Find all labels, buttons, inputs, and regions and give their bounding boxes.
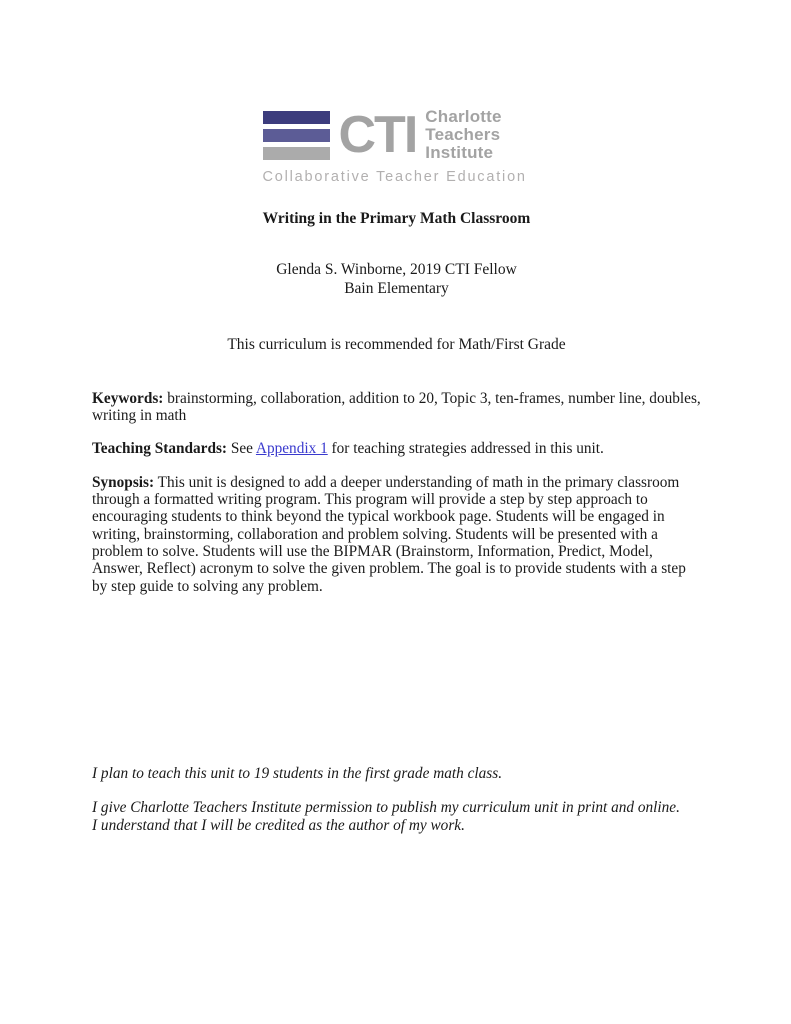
logo-org-line2: Teachers — [425, 125, 501, 144]
standards-post-text: for teaching strategies addressed in this unit. — [327, 439, 604, 457]
permission-note-line1: I give Charlotte Teachers Institute permission to publish my curriculum unit in print and online. — [92, 799, 680, 817]
logo-acronym: CTI — [338, 106, 417, 164]
recommendation-line: This curriculum is recommended for Math/First Grade — [227, 336, 566, 353]
page-title: Writing in the Primary Math Classroom — [262, 210, 531, 227]
keywords-text: brainstorming, collaboration, addition to 20, Topic 3, ten-frames, number line, doubles, writing in math — [92, 390, 701, 425]
logo-bars-icon — [263, 111, 330, 160]
keywords-label: Keywords: — [92, 390, 164, 407]
author-name: Glenda S. Winborne, 2019 CTI Fellow — [276, 261, 517, 278]
author-school: Bain Elementary — [344, 280, 449, 297]
teach-note: I plan to teach this unit to 19 students in the first grade math class. — [92, 764, 503, 782]
synopsis-label: Synopsis: — [92, 473, 155, 491]
synopsis-paragraph — [92, 474, 701, 595]
standards-label: Teaching Standards: — [92, 439, 228, 457]
logo-org-line1: Charlotte — [425, 107, 502, 126]
permission-note-line2: I understand that I will be credited as the author of my work. — [92, 816, 465, 834]
standards-paragraph — [92, 440, 701, 457]
keywords-paragraph — [92, 390, 701, 425]
synopsis-text: This unit is designed to add a deeper understanding of math in the primary classroom through a formatted writing program. This program will provide a step by step approach to encouraging students to think beyond the typical workbook page. Students will be engaged in writing, brainstorming, collaboration and problem solving. Students will be presented with a problem to solve. Students will use the BIPMAR (Brainstorm, Information, Predict, Model, Answer, Reflect) acronym to solve the given problem. The goal is to provide students with a step by step guide to solving any problem. — [92, 473, 686, 595]
standards-pre-text: See — [227, 439, 256, 457]
logo-org-name — [425, 108, 501, 162]
appendix-1-link[interactable]: Appendix 1 — [255, 439, 328, 457]
logo-bar-top — [263, 111, 330, 124]
logo-bar-bottom — [263, 147, 330, 160]
logo-bar-middle — [263, 129, 330, 142]
cti-logo — [263, 108, 531, 185]
logo-tagline: Collaborative Teacher Education — [262, 169, 527, 185]
logo-org-line3: Institute — [425, 143, 494, 162]
author-block — [92, 260, 701, 298]
permission-note — [92, 799, 701, 834]
